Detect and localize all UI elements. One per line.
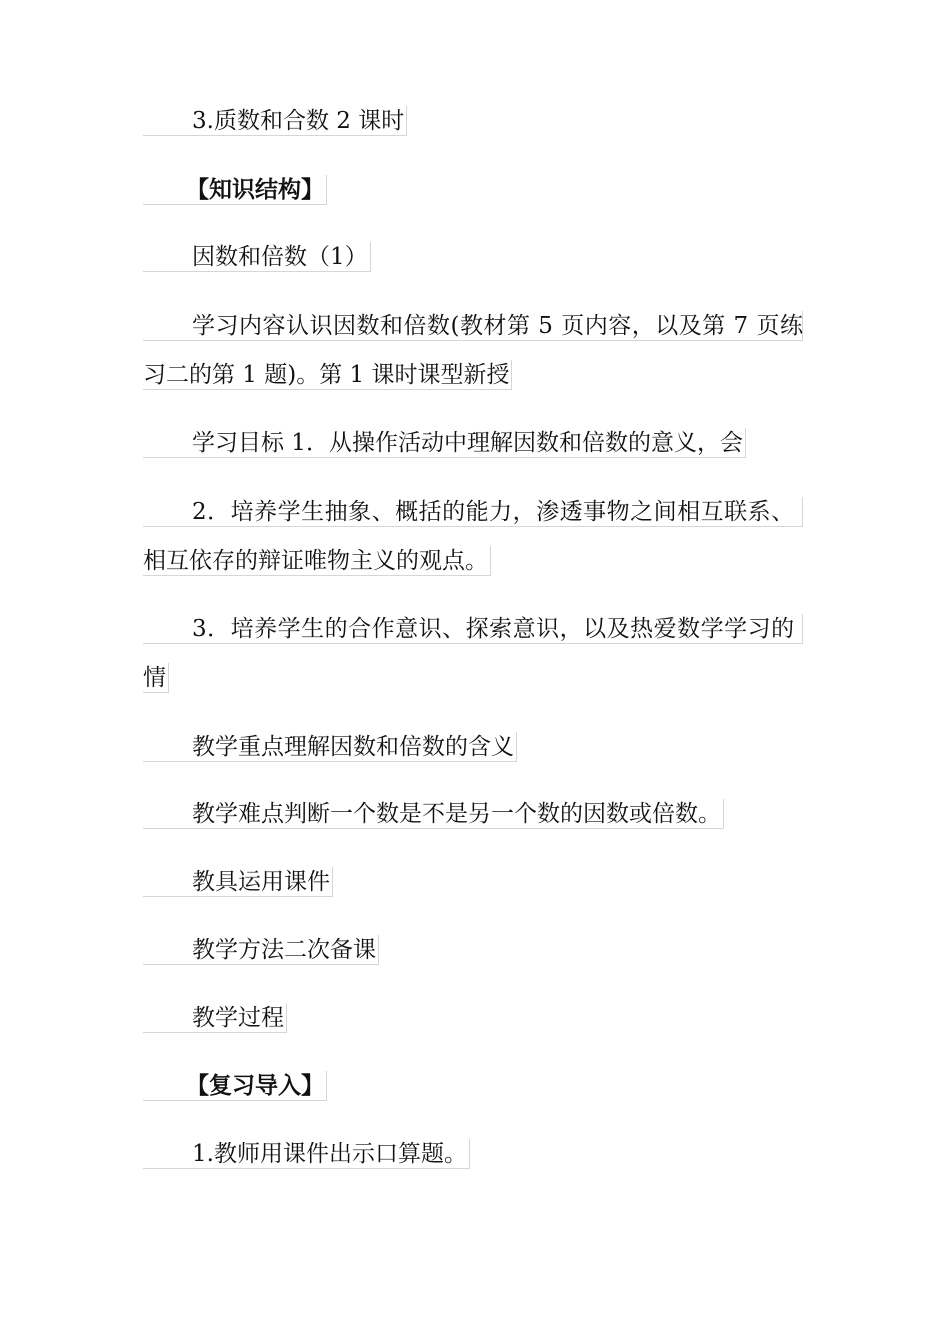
paragraph-line: 相互依存的辩证唯物主义的观点。: [143, 546, 491, 576]
paragraph-line: 教学方法二次备课: [143, 935, 379, 965]
paragraph-line: 情: [143, 663, 169, 693]
paragraph-line: 教具运用课件: [143, 867, 333, 897]
paragraph-line: 教学难点判断一个数是不是另一个数的因数或倍数。: [143, 799, 724, 829]
heading-review-intro: 【复习导入】: [143, 1071, 327, 1101]
lesson-title-line: 因数和倍数（1）: [143, 242, 371, 272]
section-title-line: 3.质数和合数 2 课时: [143, 106, 407, 136]
paragraph-line: 教学过程: [143, 1003, 287, 1033]
heading-knowledge-structure: 【知识结构】: [143, 175, 327, 205]
paragraph-line: 1.教师用课件出示口算题。: [143, 1139, 470, 1169]
paragraph-line: 教学重点理解因数和倍数的含义: [143, 732, 517, 762]
paragraph-line: 学习内容认识因数和倍数(教材第 5 页内容，以及第 7 页练: [143, 311, 803, 341]
paragraph-line: 2．培养学生抽象、概括的能力，渗透事物之间相互联系、: [143, 497, 803, 527]
paragraph-line: 3．培养学生的合作意识、探索意识，以及热爱数学学习的: [143, 614, 803, 644]
paragraph-line: 习二的第 1 题)。第 1 课时课型新授: [143, 360, 512, 390]
paragraph-line: 学习目标 1．从操作活动中理解因数和倍数的意义，会: [143, 428, 746, 458]
